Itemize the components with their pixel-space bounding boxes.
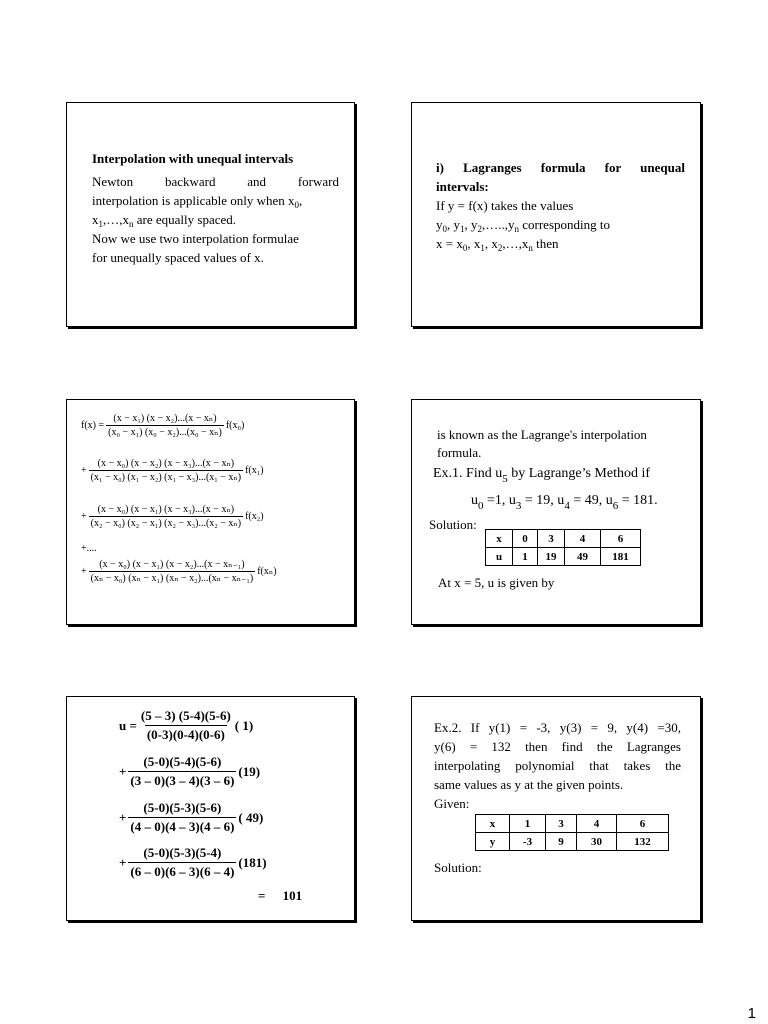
table-row: [486, 530, 641, 548]
plus-sign: +: [119, 854, 127, 870]
table-cell: 1: [510, 815, 546, 833]
table-cell: 9: [546, 833, 577, 851]
fraction: [106, 413, 224, 438]
function-value: f(x₂): [245, 511, 264, 522]
term-value: (181): [238, 854, 267, 870]
table-cell: 181: [601, 548, 641, 566]
table-cell: x: [476, 815, 510, 833]
denominator: (x₁ − x₀) (x₁ − x₂) (x₁ − x₃)...(x₁ − xₙ): [90, 472, 242, 483]
table-cell: 3: [546, 815, 577, 833]
table-cell: 49: [565, 548, 601, 566]
numerator: (x − x₁) (x − x₂)...(x − xₙ): [113, 413, 217, 424]
text-line: $x_1,\dots,x_n$ are equally spaced.: [92, 212, 237, 229]
term-value: ( 49): [238, 809, 264, 825]
fraction: [128, 800, 236, 835]
table-cell: 3: [538, 530, 565, 548]
table-cell: 132: [617, 833, 669, 851]
formula-term: [119, 800, 263, 835]
fraction: [89, 458, 243, 483]
table-cell: -3: [510, 833, 546, 851]
formula-term: [81, 413, 244, 438]
slide-example-1: [411, 399, 701, 625]
fraction: [128, 754, 236, 789]
equals-sign: =: [258, 888, 266, 903]
text-line: interpolation is applicable only when $x_0$,: [92, 193, 303, 210]
slide-title: intervals:: [436, 179, 489, 194]
example-heading: Ex.1. Find $u_5$ by Lagrange’s Method if: [433, 466, 651, 485]
formula-term: [119, 754, 260, 789]
given-values: $u_0 =1$, $u_3 = 19$, $u_4 = 49$, $u_6 = 181$.: [471, 493, 658, 512]
fraction: [128, 845, 236, 880]
formula-term: [119, 708, 253, 743]
formula-term: [81, 504, 264, 529]
denominator: (x₀ − x₁) (x₀ − x₂)...(x₀ − xₙ): [108, 427, 222, 438]
plus-sign: +: [81, 566, 87, 577]
plus-sign: +: [119, 809, 127, 825]
text-line: $y_0$, $y_1$, $y_2,\dots..,y_n$ corresponding to: [436, 217, 610, 234]
numerator: (x − x₀) (x − x₁) (x − x₂)...(x − xₙ₋₁): [99, 559, 245, 570]
table-cell: 1: [513, 548, 538, 566]
numerator: (x − x₀) (x − x₁) (x − x₃)...(x − xₙ): [97, 504, 235, 515]
denominator: (xₙ − x₀) (xₙ − x₁) (xₙ − x₂)...(xₙ − xₙ₋₁): [90, 573, 254, 584]
solution-label: Solution:: [434, 860, 482, 875]
slide-title: Interpolation with unequal intervals: [92, 151, 294, 166]
formula-lead: f(x) =: [81, 420, 105, 431]
plus-sign: +: [119, 763, 127, 779]
table-cell: 4: [565, 530, 601, 548]
numerator: (5-0)(5-4)(5-6): [143, 754, 222, 769]
plus-sign: +: [81, 511, 87, 522]
formula-ellipsis: +....: [81, 543, 97, 554]
denominator: (4 – 0)(4 – 3)(4 – 6): [130, 819, 235, 834]
table-cell: 6: [617, 815, 669, 833]
formula-term: [81, 559, 277, 584]
table-row: [476, 833, 669, 851]
slide-example-1-computation: [66, 696, 355, 921]
denominator: (x₂ − x₀) (x₂ − x₁) (x₂ − x₃)...(x₂ − xₙ): [90, 518, 242, 529]
table-cell: u: [486, 548, 513, 566]
numerator: (5-0)(5-3)(5-6): [143, 800, 222, 815]
table-row: [486, 548, 641, 566]
denominator: (0-3)(0-4)(0-6): [146, 727, 225, 742]
text-line: interpolating polynomial that takes the: [434, 758, 681, 773]
table-cell: y: [476, 833, 510, 851]
slide-interpolation-intro: [66, 102, 355, 327]
result-line: [258, 888, 302, 904]
page-number: 1: [747, 1005, 756, 1022]
text-line: Now we use two interpolation formulae: [92, 231, 299, 246]
plus-sign: +: [81, 465, 87, 476]
term-value: (19): [238, 763, 261, 779]
text-line: same values as y at the given points.: [434, 777, 624, 792]
text-line: If y = f(x) takes the values: [436, 198, 574, 213]
given-label: Given:: [434, 796, 470, 811]
text-line: $x = x_0$, $x_1$, $x_2,\dots,x_n$ then: [436, 236, 559, 253]
fraction: [89, 559, 256, 584]
text-line: formula.: [437, 445, 482, 460]
denominator: (3 – 0)(3 – 4)(3 – 6): [130, 773, 235, 788]
text-line: y(6) = 132 then find the Lagranges: [434, 739, 681, 754]
fraction: [139, 708, 233, 743]
function-value: f(x₁): [245, 465, 264, 476]
text-line: Ex.2. If y(1) = -3, y(3) = 9, y(4) =30,: [434, 720, 681, 735]
denominator: (6 – 0)(6 – 3)(6 – 4): [130, 864, 235, 879]
slide-title: i) Lagranges formula for unequal: [436, 160, 685, 175]
table-cell: x: [486, 530, 513, 548]
text-line: At x = 5, u is given by: [438, 575, 555, 590]
solution-label: Solution:: [429, 517, 477, 532]
numerator: (5-0)(5-3)(5-4): [143, 845, 222, 860]
formula-lead: u =: [119, 717, 137, 733]
fraction: [89, 504, 243, 529]
numerator: (x − x₀) (x − x₂) (x − x₃)...(x − xₙ): [97, 458, 235, 469]
table-cell: 0: [513, 530, 538, 548]
text-line: is known as the Lagrange's interpolation: [437, 427, 647, 442]
table-cell: 19: [538, 548, 565, 566]
data-table: [475, 814, 669, 851]
text-line: for unequally spaced values of x.: [92, 250, 264, 265]
formula-term: [119, 845, 267, 880]
term-value: ( 1): [234, 717, 254, 733]
text-line: Newton backward and forward: [92, 174, 339, 189]
slide-lagrange-formula: [66, 399, 355, 625]
slide-lagrange-formula-intro: [411, 102, 701, 327]
table-cell: 30: [577, 833, 617, 851]
data-table: [485, 529, 641, 566]
table-row: [476, 815, 669, 833]
result-value: 101: [282, 888, 303, 903]
function-value: f(xₙ): [257, 566, 277, 577]
table-cell: 4: [577, 815, 617, 833]
slide-example-2: [411, 696, 701, 921]
table-cell: 6: [601, 530, 641, 548]
function-value: f(x₀): [225, 420, 245, 431]
formula-term: [81, 458, 264, 483]
numerator: (5 – 3) (5-4)(5-6): [140, 708, 231, 723]
